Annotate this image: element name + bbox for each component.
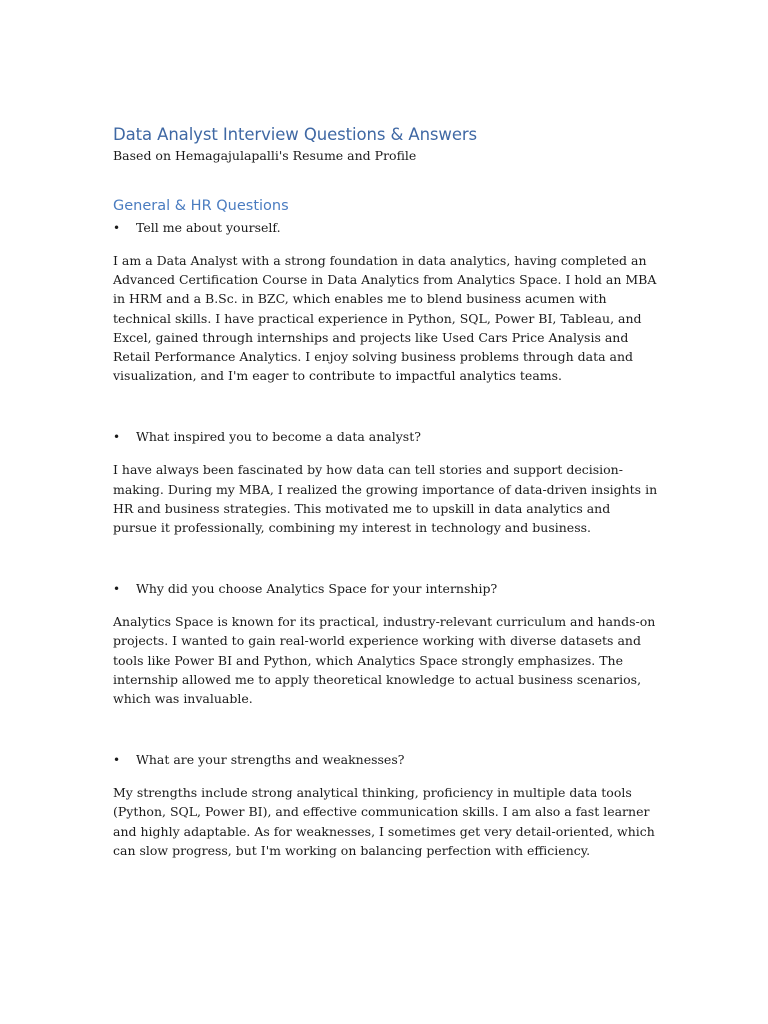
question-text: What inspired you to become a data analyst? <box>136 429 421 445</box>
section-heading: General & HR Questions <box>113 198 289 214</box>
bullet-icon: • <box>113 582 121 597</box>
qa-item <box>113 580 658 708</box>
answer-text: I have always been fascinated by how data can tell stories and support decision-making. During my MBA, I realized the growing importance of data-driven insights in HR and business strategies. This motivated me to upskill in data analytics and pursue it professionally, combining my interest in technology and business. <box>113 462 658 536</box>
bullet-icon: • <box>113 221 121 235</box>
document-body <box>113 124 658 860</box>
document-subtitle: Based on Hemagajulapalli's Resume and Profile <box>113 148 417 163</box>
question <box>113 428 658 446</box>
question-text: Tell me about yourself. <box>136 220 281 235</box>
qa-item <box>113 219 658 385</box>
question-text: What are your strengths and weaknesses? <box>136 752 405 768</box>
answer-text: I am a Data Analyst with a strong foundation in data analytics, having completed an Advanced Certification Course in Data Analytics from Analytics Space. I hold an MBA in HRM and a B.Sc. in BZC, which enables me to blend business acumen with technical skills. I have practical experience in Python, SQL, Power BI, Tableau, and Excel, gained through internships and projects like Used Cars Price Analysis and Retail Performance Analytics. I enjoy solving business problems through data and visualization, and I'm eager to contribute to impactful analytics teams. <box>113 253 657 384</box>
question-text: Why did you choose Analytics Space for your internship? <box>136 581 498 597</box>
question <box>113 751 658 769</box>
question <box>113 580 658 598</box>
bullet-icon: • <box>113 430 121 445</box>
question <box>113 219 658 237</box>
bullet-icon: • <box>113 753 121 768</box>
qa-item <box>113 428 658 537</box>
answer-text: My strengths include strong analytical thinking, proficiency in multiple data tools (Python, SQL, Power BI), and effective communication skills. I am also a fast learner and highly adaptable. As for weaknesses, I sometimes get very detail-oriented, which can slow progress, but I'm working on balancing perfection with efficiency. <box>113 785 655 858</box>
qa-item <box>113 751 658 860</box>
document-title: Data Analyst Interview Questions & Answers <box>113 125 478 144</box>
answer-text: Analytics Space is known for its practical, industry-relevant curriculum and hands-on projects. I wanted to gain real-world experience working with diverse datasets and tools like Power BI and Python, which Analytics Space strongly emphasizes. The internship allowed me to apply theoretical knowledge to actual business scenarios, which was invaluable. <box>113 614 656 707</box>
